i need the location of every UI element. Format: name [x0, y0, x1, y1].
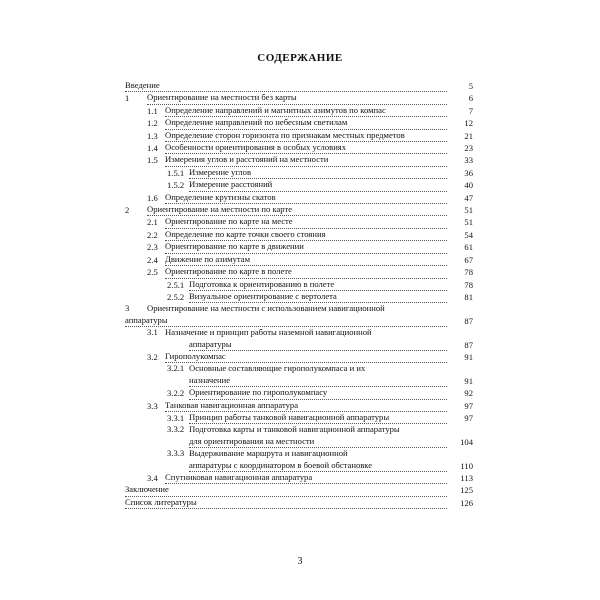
toc-entry-page: 113 [460, 473, 473, 483]
toc-entry-title: Назначение и принцип работы наземной навигационной [165, 327, 372, 338]
toc-entry-number: 1.1 [147, 105, 158, 116]
toc-entry [125, 192, 473, 204]
toc-entry-number: 3.2.2 [167, 388, 185, 399]
toc-entry-page: 126 [460, 497, 473, 508]
toc-entry-page: 51 [464, 205, 473, 216]
toc-entry-page: 97 [464, 400, 473, 411]
toc-entry-number: 1.4 [147, 143, 158, 154]
toc-entry-page: 6 [468, 93, 473, 104]
toc-entry [125, 339, 473, 351]
toc-entry-number: 3.4 [147, 473, 158, 483]
toc-entry-title: Введение [125, 80, 447, 92]
toc-entry-title: Определение по карте точки своего стояния [165, 229, 447, 241]
toc-entry-title: Спутниковая навигационная аппаратура [165, 472, 447, 484]
toc-entry [125, 254, 473, 266]
toc-entry-number: 1.5.2 [167, 180, 185, 191]
toc-entry-title: Танковая навигационная аппаратура [165, 400, 447, 412]
toc-entry-title: для ориентирования на местности [189, 436, 447, 448]
toc-entry [125, 154, 473, 166]
toc-entry [125, 279, 473, 291]
toc-entry-page: 54 [464, 229, 473, 240]
table-of-contents [125, 80, 473, 509]
toc-entry-title: Ориентирование по карте в движении [165, 241, 447, 253]
toc-entry-number: 1.2 [147, 118, 158, 129]
toc-entry-title: Определение направлений и магнитных азимутов по компас [165, 105, 447, 117]
toc-entry [125, 204, 473, 216]
toc-entry [125, 130, 473, 142]
toc-entry-title: Измерения углов и расстояний на местности [165, 154, 447, 166]
toc-entry-title: Подготовка к ориентированию в полете [189, 279, 447, 291]
toc-entry [125, 266, 473, 278]
toc-entry-page: 104 [460, 436, 473, 447]
toc-entry-number: 3.3.3 [167, 448, 185, 459]
toc-entry [125, 363, 473, 374]
toc-entry [125, 303, 473, 314]
toc-entry [125, 351, 473, 363]
toc-entry-title: Принцип работы танковой навигационной аппаратуры [189, 412, 447, 424]
toc-entry-title: Определение крутизны скатов [165, 192, 447, 204]
toc-entry [125, 216, 473, 228]
toc-entry-page: 47 [464, 192, 473, 203]
toc-entry-page: 91 [464, 375, 473, 386]
toc-entry-number: 2.3 [147, 242, 158, 253]
toc-entry [125, 424, 473, 435]
toc-entry [125, 92, 473, 104]
toc-entry [125, 179, 473, 191]
toc-entry-number: 1.5 [147, 155, 158, 166]
toc-entry-title: аппаратуры [125, 315, 447, 327]
toc-entry-number: 2.1 [147, 217, 158, 228]
toc-entry-title: Выдерживание маршрута и навигационной [189, 448, 348, 459]
toc-entry-number: 2.2 [147, 229, 158, 240]
toc-entry-title: Гирополукомпас [165, 351, 447, 363]
toc-entry-number: 2.4 [147, 254, 158, 265]
toc-entry-page: 40 [464, 180, 473, 191]
toc-entry-number: 1 [125, 93, 130, 104]
toc-entry-page: 87 [464, 339, 473, 350]
toc-entry-number: 3.3 [147, 400, 158, 411]
toc-entry-title: Заключение [125, 484, 447, 496]
toc-entry-title: Ориентирование на местности без карты [147, 92, 447, 104]
toc-entry-title: Основные составляющие гирополукомпаса и их [189, 363, 366, 374]
toc-entry [125, 375, 473, 387]
toc-entry [125, 460, 473, 472]
toc-entry-page: 23 [464, 143, 473, 154]
toc-entry-page: 5 [468, 81, 473, 91]
toc-entry [125, 387, 473, 399]
toc-entry-page: 51 [464, 217, 473, 228]
toc-entry-title: назначение [189, 375, 447, 387]
toc-entry [125, 448, 473, 459]
toc-entry [125, 167, 473, 179]
toc-entry-number: 3.3.2 [167, 424, 185, 435]
toc-entry [125, 241, 473, 253]
toc-entry-title: Ориентирование по карте на месте [165, 216, 447, 228]
page-number: 3 [297, 556, 303, 567]
toc-entry-number: 3 [125, 303, 130, 314]
toc-entry [125, 472, 473, 484]
toc-entry-title: Ориентирование на местности с использованием навигационной [147, 303, 385, 314]
toc-entry-title: аппаратуры [189, 339, 447, 351]
toc-entry-number: 1.5.1 [167, 167, 185, 178]
toc-entry-page: 21 [464, 130, 473, 141]
toc-entry-number: 2.5.1 [167, 279, 185, 290]
toc-entry-page: 61 [464, 242, 473, 253]
toc-entry [125, 400, 473, 412]
toc-entry-page: 81 [464, 291, 473, 302]
toc-entry [125, 117, 473, 129]
toc-entry-title: Список литературы [125, 497, 447, 509]
toc-entry [125, 497, 473, 509]
toc-entry-title: аппаратуры с координатором в боевой обстановке [189, 460, 447, 472]
toc-entry-page: 87 [464, 315, 473, 326]
toc-entry-page: 91 [464, 351, 473, 362]
toc-entry [125, 229, 473, 241]
toc-entry-number: 2.5.2 [167, 291, 185, 302]
toc-entry-page: 78 [464, 267, 473, 278]
toc-entry-title: Определение сторон горизонта по признакам местных предметов [165, 130, 447, 142]
toc-entry-page: 67 [464, 254, 473, 265]
toc-entry-page: 92 [464, 388, 473, 399]
toc-entry-title: Ориентирование на местности по карте [147, 204, 447, 216]
toc-entry [125, 105, 473, 117]
toc-entry-title: Визуальное ориентирование с вертолета [189, 291, 447, 303]
toc-entry [125, 484, 473, 496]
toc-entry-title: Особенности ориентирования в особых условиях [165, 142, 447, 154]
toc-entry [125, 315, 473, 327]
toc-entry-title: Определение направлений по небесным светилам [165, 117, 447, 129]
toc-entry [125, 412, 473, 424]
toc-entry [125, 327, 473, 338]
toc-entry [125, 291, 473, 303]
toc-entry [125, 436, 473, 448]
toc-entry-page: 125 [460, 485, 473, 496]
toc-entry-number: 3.3.1 [167, 412, 185, 423]
toc-entry-title: Ориентирование по гирополукомпасу [189, 387, 447, 399]
toc-entry-page: 78 [464, 279, 473, 290]
toc-entry-number: 3.2 [147, 351, 158, 362]
toc-entry [125, 80, 473, 92]
toc-entry-title: Подготовка карты и танковой навигационной аппаратуры [189, 424, 400, 435]
toc-entry-page: 33 [464, 155, 473, 166]
toc-entry-title: Измерение углов [189, 167, 447, 179]
toc-entry-title: Ориентирование по карте в полете [165, 266, 447, 278]
toc-entry-page: 7 [468, 105, 473, 116]
toc-entry-number: 2 [125, 205, 130, 216]
page-title: СОДЕРЖАНИЕ [257, 52, 343, 64]
toc-entry-number: 2.5 [147, 267, 158, 278]
toc-entry-number: 3.2.1 [167, 363, 185, 374]
toc-entry-page: 97 [464, 412, 473, 423]
toc-entry-number: 1.3 [147, 130, 158, 141]
toc-entry-title: Движение по азимутам [165, 254, 447, 266]
toc-entry-title: Измерение расстояний [189, 179, 447, 191]
toc-entry-page: 12 [464, 118, 473, 129]
toc-entry [125, 142, 473, 154]
toc-entry-number: 3.1 [147, 327, 158, 338]
toc-entry-page: 110 [460, 460, 473, 471]
toc-entry-number: 1.6 [147, 192, 158, 203]
toc-entry-page: 36 [464, 167, 473, 178]
